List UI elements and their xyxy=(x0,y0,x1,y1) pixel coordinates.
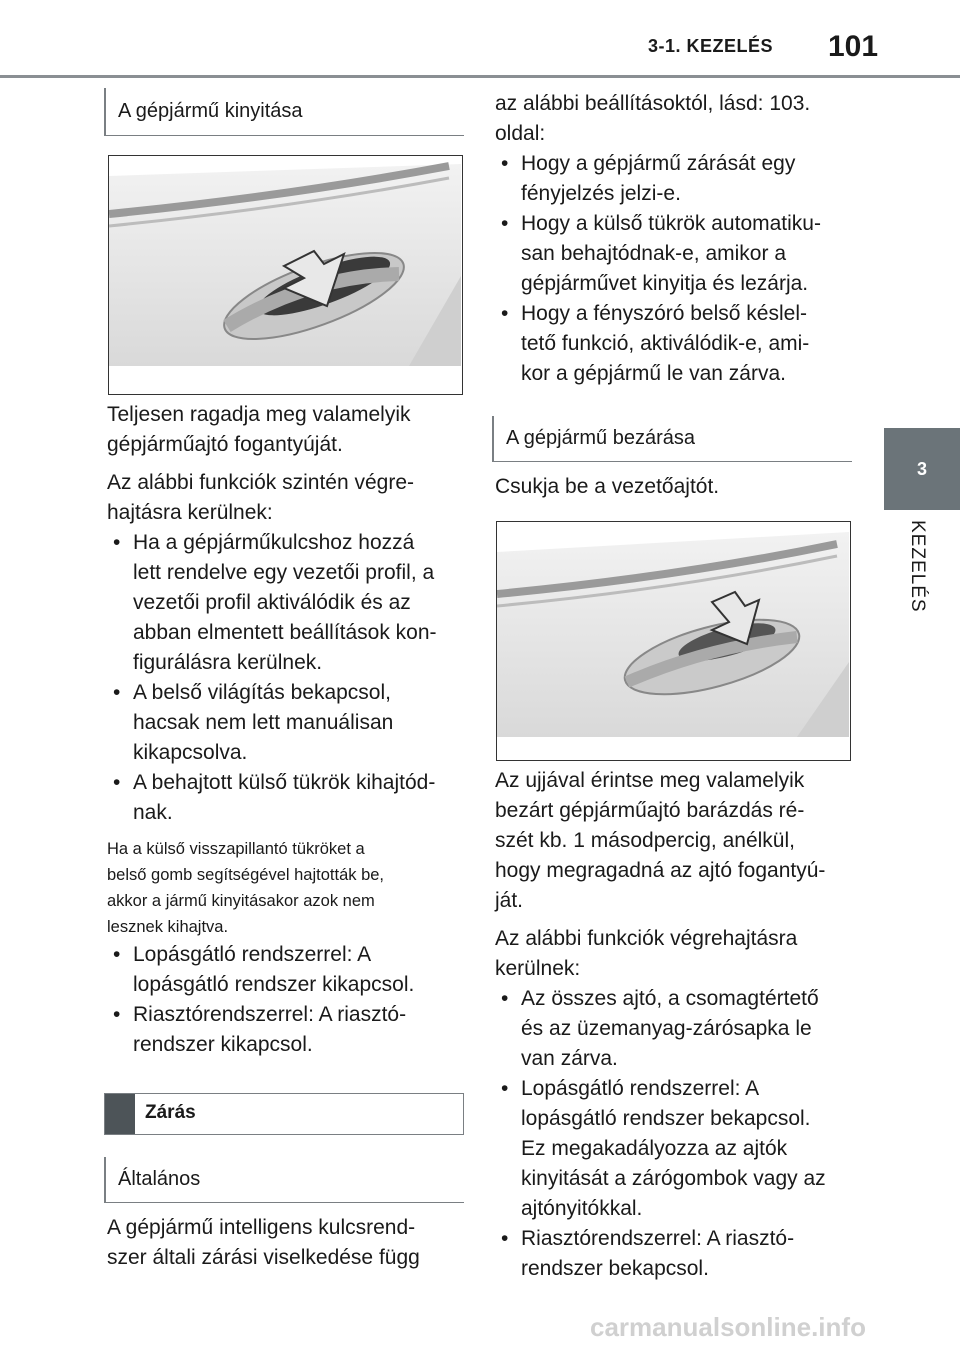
list-item: • Lopásgátló rendszerrel: A lopásgátló rendszer bekapcsol. Ez megakadályozza az ajtók kinyitását a zárógombok vagy az ajtónyitókkal. xyxy=(495,1074,855,1224)
close-door-text: Csukja be a vezetőajtót. xyxy=(495,475,720,498)
unlock-para-1: Teljesen ragadja meg valamelyik gépjárműajtó fogantyúját. xyxy=(107,403,411,456)
lock-heading: A gépjármű bezárása xyxy=(492,416,852,462)
functions-intro: Az alábbi funkciók végrehajtásra kerülnek: xyxy=(495,927,798,980)
list-item: • Hogy a fényszóró belső késlel- tető funkció, aktiválódik-e, ami- kor a gépjármű le van zárva. xyxy=(495,299,855,389)
general-para: A gépjármű intelligens kulcsrend- szer általi zárási viselkedése függ xyxy=(107,1216,420,1269)
list-item: • Lopásgátló rendszerrel: A lopásgátló rendszer kikapcsol. xyxy=(107,940,467,1000)
door-handle-figure-lock xyxy=(496,521,851,761)
list-item: • A belső világítás bekapcsol, hacsak nem lett manuálisan kikapcsolva. xyxy=(107,678,467,768)
list-item: • Az összes ajtó, a csomagtértető és az üzemanyag-zárósapka le van zárva. xyxy=(495,984,855,1074)
chapter-tab xyxy=(884,428,960,510)
heading-bar xyxy=(105,1094,135,1134)
list-item: • Riasztórendszerrel: A riasztó- rendszer bekapcsol. xyxy=(495,1224,855,1284)
list-item: • Riasztórendszerrel: A riasztó- rendszer kikapcsol. xyxy=(107,1000,467,1060)
door-handle-figure-unlock xyxy=(108,155,463,395)
list-item: • Ha a gépjárműkulcshoz hozzá lett rendelve egy vezetői profil, a vezetői profil aktiválódik és az abban elmentett beállítások kon- figurálásra kerülnek. xyxy=(107,528,467,678)
chapter-label: KEZELÉS xyxy=(907,520,928,613)
list-item: • A behajtott külső tükrök kihajtód- nak. xyxy=(107,768,467,828)
section-title: 3-1. KEZELÉS xyxy=(648,36,774,56)
touch-instructions: Az ujjával érintse meg valamelyik bezárt gépjárműajtó barázdás ré- szét kb. 1 másodpercig, anélkül, hogy megragadná az ajtó fogantyú- ját. xyxy=(495,769,826,912)
unlock-para-2: Az alábbi funkciók szintén végre- hajtásra kerülnek: xyxy=(107,471,414,524)
settings-intro: az alábbi beállításoktól, lásd: 103. oldal: xyxy=(495,92,811,145)
page-number: 101 xyxy=(828,30,879,63)
general-heading: Általános xyxy=(104,1157,464,1203)
list-item: • Hogy a gépjármű zárását egy fényjelzés jelzi-e. xyxy=(495,149,855,209)
lock-section-heading: Zárás xyxy=(104,1093,464,1135)
list-item: • Hogy a külső tükrök automatiku- san behajtódnak-e, amikor a gépjárművet kinyitja és lezárja. xyxy=(495,209,855,299)
chapter-number: 3 xyxy=(916,458,927,479)
watermark: carmanualsonline.info xyxy=(590,1312,866,1342)
mirror-note: Ha a külső visszapillantó tükröket a belső gomb segítségével hajtották be, akkor a jármű kinyitásakor azok nem lesznek kihajtva. xyxy=(107,840,385,936)
header-rule xyxy=(0,75,960,78)
unlock-heading: A gépjármű kinyitása xyxy=(104,88,464,136)
